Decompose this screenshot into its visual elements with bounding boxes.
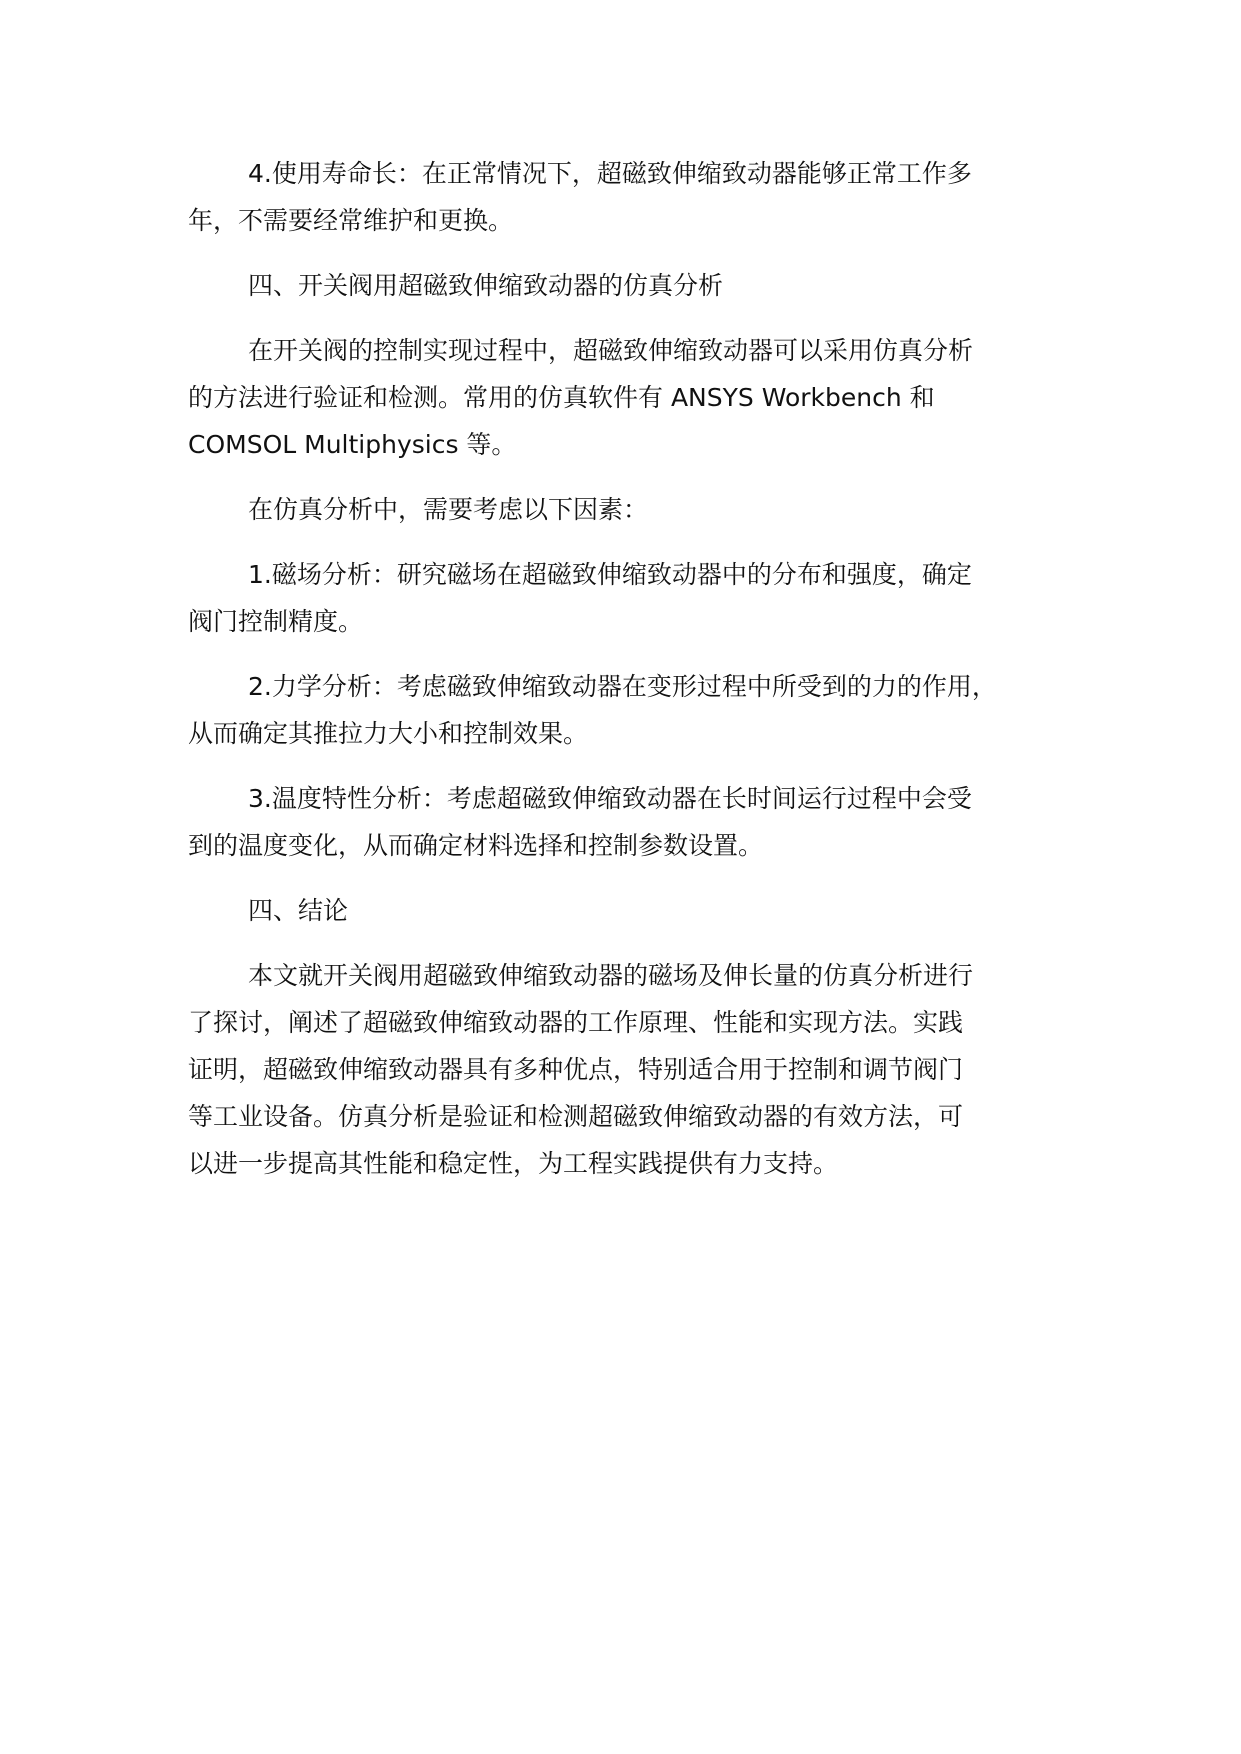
list-item-magnetic-analysis bbox=[188, 551, 1098, 645]
text-line: 了探讨，阐述了超磁致伸缩致动器的工作原理、性能和实现方法。实践 bbox=[188, 1008, 964, 1037]
paragraph-factors-intro bbox=[188, 486, 1098, 533]
list-item-thermal-analysis bbox=[188, 775, 1098, 869]
text-line: 在仿真分析中，需要考虑以下因素： bbox=[248, 495, 649, 524]
text-line: COMSOL Multiphysics 等。 bbox=[188, 430, 517, 459]
heading-text: 四、结论 bbox=[248, 896, 349, 925]
text-line: 1.磁场分析：研究磁场在超磁致伸缩致动器中的分布和强度，确定 bbox=[248, 560, 972, 589]
paragraph-lifespan bbox=[188, 150, 1098, 244]
paragraph-conclusion bbox=[188, 952, 1098, 1187]
text-line: 本文就开关阀用超磁致伸缩致动器的磁场及伸长量的仿真分析进行 bbox=[248, 961, 974, 990]
text-line: 在开关阀的控制实现过程中，超磁致伸缩致动器可以采用仿真分析 bbox=[248, 336, 974, 365]
text-line: 2.力学分析：考虑磁致伸缩致动器在变形过程中所受到的力的作用， bbox=[248, 672, 997, 701]
paragraph-simulation-intro bbox=[188, 327, 1098, 468]
text-line: 从而确定其推拉力大小和控制效果。 bbox=[188, 719, 589, 748]
text-line: 到的温度变化，从而确定材料选择和控制参数设置。 bbox=[188, 831, 764, 860]
text-line: 以进一步提高其性能和稳定性，为工程实践提供有力支持。 bbox=[188, 1149, 839, 1178]
section-heading-conclusion bbox=[188, 887, 1098, 934]
text-line: 4.使用寿命长：在正常情况下，超磁致伸缩致动器能够正常工作多 bbox=[248, 159, 972, 188]
document-body bbox=[188, 150, 1098, 1205]
text-line: 年，不需要经常维护和更换。 bbox=[188, 206, 514, 235]
text-line: 等工业设备。仿真分析是验证和检测超磁致伸缩致动器的有效方法，可 bbox=[188, 1102, 964, 1131]
text-line: 证明，超磁致伸缩致动器具有多种优点，特别适合用于控制和调节阀门 bbox=[188, 1055, 964, 1084]
text-line: 的方法进行验证和检测。常用的仿真软件有 ANSYS Workbench 和 bbox=[188, 383, 935, 412]
section-heading-simulation bbox=[188, 262, 1098, 309]
list-item-mechanical-analysis bbox=[188, 663, 1098, 757]
heading-text: 四、开关阀用超磁致伸缩致动器的仿真分析 bbox=[248, 271, 724, 300]
text-line: 3.温度特性分析：考虑超磁致伸缩致动器在长时间运行过程中会受 bbox=[248, 784, 972, 813]
text-line: 阀门控制精度。 bbox=[188, 607, 364, 636]
